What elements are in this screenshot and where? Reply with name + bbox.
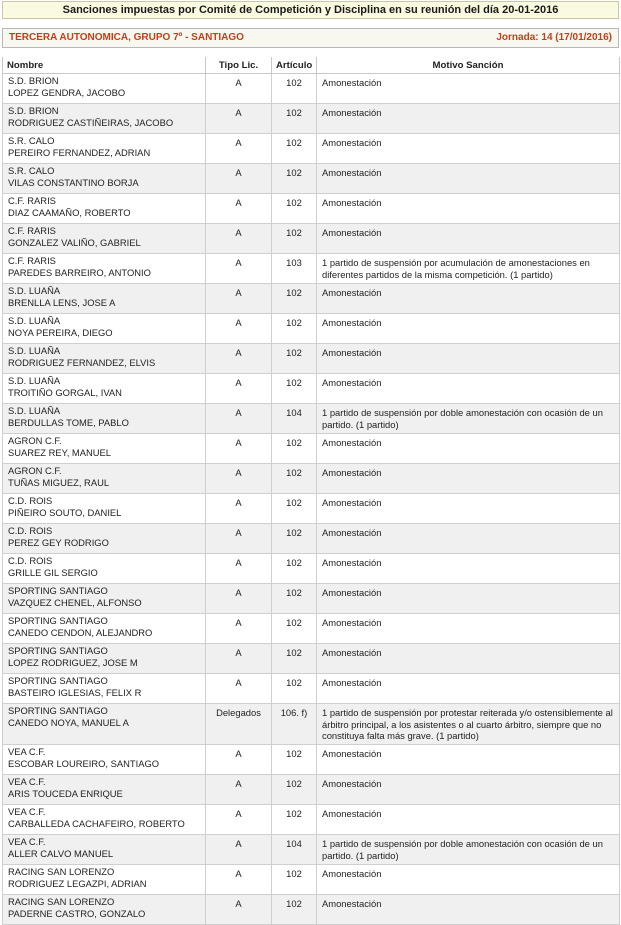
club-name: VEA C.F. (8, 806, 46, 817)
table-row (3, 314, 620, 344)
club-name: SPORTING SANTIAGO (8, 675, 108, 686)
player-name: DIAZ CAAMAÑO, ROBERTO (8, 206, 131, 218)
articulo-cell: 102 (272, 314, 317, 344)
tipo-lic-cell: A (206, 314, 272, 344)
name-cell (3, 865, 206, 895)
tipo-lic-cell: A (206, 404, 272, 434)
motivo-cell: Amonestación (317, 614, 620, 644)
motivo-cell: Amonestación (317, 554, 620, 584)
table-row (3, 284, 620, 314)
table-row (3, 104, 620, 134)
tipo-lic-cell: A (206, 284, 272, 314)
articulo-cell: 102 (272, 865, 317, 895)
tipo-lic-cell: A (206, 614, 272, 644)
table-row (3, 224, 620, 254)
club-name: SPORTING SANTIAGO (8, 705, 108, 716)
articulo-cell: 102 (272, 614, 317, 644)
articulo-cell: 102 (272, 805, 317, 835)
motivo-cell: Amonestación (317, 464, 620, 494)
motivo-cell: Amonestación (317, 745, 620, 775)
club-name: S.R. CALO (8, 165, 55, 176)
club-name: S.D. LUAÑA (8, 345, 61, 356)
motivo-cell: Amonestación (317, 104, 620, 134)
header-motivo: Motivo Sanción (317, 57, 620, 74)
motivo-cell: 1 partido de suspensión por doble amonestación con ocasión de un partido. (1 partido) (317, 835, 620, 865)
motivo-cell: Amonestación (317, 895, 620, 925)
name-cell (3, 704, 206, 745)
motivo-cell: Amonestación (317, 805, 620, 835)
header-nombre: Nombre (3, 57, 206, 74)
articulo-cell: 102 (272, 194, 317, 224)
club-name: S.D. LUAÑA (8, 315, 61, 326)
club-name: C.F. RARIS (8, 225, 56, 236)
player-name: ARIS TOUCEDA ENRIQUE (8, 787, 123, 799)
club-name: S.D. BRION (8, 75, 59, 86)
club-name: C.D. ROIS (8, 495, 53, 506)
club-name: VEA C.F. (8, 836, 46, 847)
table-body (3, 74, 620, 925)
motivo-cell: Amonestación (317, 775, 620, 805)
tipo-lic-cell: A (206, 344, 272, 374)
articulo-cell: 102 (272, 374, 317, 404)
articulo-cell: 103 (272, 254, 317, 284)
table-row (3, 164, 620, 194)
articulo-cell: 102 (272, 554, 317, 584)
club-name: C.F. RARIS (8, 195, 56, 206)
club-name: AGRON C.F. (8, 465, 62, 476)
player-name: BASTEIRO IGLESIAS, FELIX R (8, 686, 142, 698)
player-name: RODRIGUEZ FERNANDEZ, ELVIS (8, 356, 156, 368)
table-row (3, 374, 620, 404)
motivo-cell: Amonestación (317, 584, 620, 614)
player-name: CANEDO CENDON, ALEJANDRO (8, 626, 153, 638)
player-name: PIÑEIRO SOUTO, DANIEL (8, 506, 122, 518)
player-name: BRENLLA LENS, JOSE A (8, 296, 116, 308)
table-row (3, 644, 620, 674)
club-name: C.F. RARIS (8, 255, 56, 266)
motivo-cell: Amonestación (317, 74, 620, 104)
tipo-lic-cell: A (206, 224, 272, 254)
name-cell (3, 494, 206, 524)
table-row (3, 865, 620, 895)
table-row (3, 134, 620, 164)
motivo-cell: Amonestación (317, 865, 620, 895)
tipo-lic-cell: A (206, 805, 272, 835)
club-name: C.D. ROIS (8, 555, 53, 566)
name-cell (3, 284, 206, 314)
motivo-cell: Amonestación (317, 224, 620, 254)
player-name: PEREIRO FERNANDEZ, ADRIAN (8, 146, 151, 158)
tipo-lic-cell: A (206, 134, 272, 164)
table-row (3, 805, 620, 835)
player-name: VILAS CONSTANTINO BORJA (8, 176, 139, 188)
table-row (3, 254, 620, 284)
table-row (3, 524, 620, 554)
tipo-lic-cell: A (206, 775, 272, 805)
player-name: BERDULLAS TOME, PABLO (8, 416, 129, 428)
player-name: LOPEZ RODRIGUEZ, JOSE M (8, 656, 138, 668)
motivo-cell: Amonestación (317, 494, 620, 524)
motivo-cell: Amonestación (317, 284, 620, 314)
table-row (3, 775, 620, 805)
articulo-cell: 102 (272, 74, 317, 104)
club-name: AGRON C.F. (8, 435, 62, 446)
table-row (3, 584, 620, 614)
articulo-cell: 102 (272, 464, 317, 494)
articulo-cell: 102 (272, 224, 317, 254)
articulo-cell: 102 (272, 524, 317, 554)
articulo-cell: 102 (272, 434, 317, 464)
table-row (3, 745, 620, 775)
player-name: CARBALLEDA CACHAFEIRO, ROBERTO (8, 817, 185, 829)
table-row (3, 74, 620, 104)
tipo-lic-cell: A (206, 865, 272, 895)
tipo-lic-cell: A (206, 895, 272, 925)
player-name: TUÑAS MIGUEZ, RAUL (8, 476, 110, 488)
motivo-cell: 1 partido de suspensión por doble amonestación con ocasión de un partido. (1 partido) (317, 404, 620, 434)
player-name: PADERNE CASTRO, GONZALO (8, 907, 146, 919)
tipo-lic-cell: A (206, 554, 272, 584)
name-cell (3, 374, 206, 404)
club-name: S.D. LUAÑA (8, 405, 61, 416)
motivo-cell: Amonestación (317, 524, 620, 554)
player-name: RODRIGUEZ LEGAZPI, ADRIAN (8, 877, 147, 889)
tipo-lic-cell: A (206, 745, 272, 775)
name-cell (3, 134, 206, 164)
competition-name: TERCERA AUTONOMICA, GRUPO 7º - SANTIAGO (9, 32, 244, 43)
player-name: RODRIGUEZ CASTIÑEIRAS, JACOBO (8, 116, 174, 128)
name-cell (3, 464, 206, 494)
articulo-cell: 102 (272, 494, 317, 524)
table-row (3, 344, 620, 374)
name-cell (3, 584, 206, 614)
tipo-lic-cell: A (206, 104, 272, 134)
motivo-cell: 1 partido de suspensión por acumulación de amonestaciones en diferentes partidos de la misma competición. (1 partido) (317, 254, 620, 284)
motivo-cell: Amonestación (317, 194, 620, 224)
articulo-cell: 102 (272, 775, 317, 805)
page-title: Sanciones impuestas por Comité de Competición y Disciplina en su reunión del día 20-01-2016 (2, 1, 619, 19)
name-cell (3, 404, 206, 434)
motivo-cell: Amonestación (317, 134, 620, 164)
club-name: C.D. ROIS (8, 525, 53, 536)
player-name: ESCOBAR LOUREIRO, SANTIAGO (8, 757, 160, 769)
articulo-cell: 104 (272, 835, 317, 865)
club-name: S.D. LUAÑA (8, 375, 61, 386)
player-name: PEREZ GEY RODRIGO (8, 536, 109, 548)
name-cell (3, 895, 206, 925)
player-name: NOYA PEREIRA, DIEGO (8, 326, 113, 338)
table-row (3, 895, 620, 925)
tipo-lic-cell: A (206, 164, 272, 194)
tipo-lic-cell: A (206, 524, 272, 554)
articulo-cell: 102 (272, 164, 317, 194)
name-cell (3, 104, 206, 134)
name-cell (3, 745, 206, 775)
player-name: TROITIÑO GORGAL, IVAN (8, 386, 122, 398)
name-cell (3, 524, 206, 554)
motivo-cell: Amonestación (317, 434, 620, 464)
name-cell (3, 164, 206, 194)
tipo-lic-cell: A (206, 674, 272, 704)
club-name: S.R. CALO (8, 135, 55, 146)
name-cell (3, 674, 206, 704)
motivo-cell: 1 partido de suspensión por protestar reiterada y/o ostensiblemente al árbitro principal, a los asistentes o al cuarto árbitro, siempre que no constituya falta más grave. (1 partido) (317, 704, 620, 745)
table-row (3, 614, 620, 644)
table-row (3, 494, 620, 524)
name-cell (3, 314, 206, 344)
player-name: VAZQUEZ CHENEL, ALFONSO (8, 596, 142, 608)
name-cell (3, 74, 206, 104)
articulo-cell: 102 (272, 344, 317, 374)
competition-header (2, 28, 619, 48)
name-cell (3, 254, 206, 284)
name-cell (3, 835, 206, 865)
club-name: VEA C.F. (8, 746, 46, 757)
tipo-lic-cell: A (206, 254, 272, 284)
name-cell (3, 644, 206, 674)
name-cell (3, 434, 206, 464)
jornada-label: Jornada: 14 (17/01/2016) (496, 32, 612, 43)
tipo-lic-cell: A (206, 434, 272, 464)
player-name: GRILLE GIL SERGIO (8, 566, 98, 578)
club-name: RACING SAN LORENZO (8, 866, 115, 877)
club-name: SPORTING SANTIAGO (8, 645, 108, 656)
tipo-lic-cell: A (206, 584, 272, 614)
tipo-lic-cell: A (206, 494, 272, 524)
club-name: S.D. BRION (8, 105, 59, 116)
player-name: SUAREZ REY, MANUEL (8, 446, 111, 458)
tipo-lic-cell: A (206, 644, 272, 674)
articulo-cell: 102 (272, 674, 317, 704)
motivo-cell: Amonestación (317, 314, 620, 344)
articulo-cell: 102 (272, 134, 317, 164)
table-row (3, 464, 620, 494)
table-row (3, 404, 620, 434)
tipo-lic-cell: A (206, 374, 272, 404)
name-cell (3, 224, 206, 254)
table-row (3, 554, 620, 584)
motivo-cell: Amonestación (317, 374, 620, 404)
articulo-cell: 102 (272, 284, 317, 314)
player-name: PAREDES BARREIRO, ANTONIO (8, 266, 151, 278)
club-name: RACING SAN LORENZO (8, 896, 115, 907)
player-name: LOPEZ GENDRA, JACOBO (8, 86, 126, 98)
table-row (3, 674, 620, 704)
tipo-lic-cell: A (206, 74, 272, 104)
articulo-cell: 102 (272, 895, 317, 925)
sanctions-table (2, 57, 620, 925)
player-name: GONZALEZ VALIÑO, GABRIEL (8, 236, 141, 248)
tipo-lic-cell: Delegados (206, 704, 272, 745)
club-name: SPORTING SANTIAGO (8, 585, 108, 596)
articulo-cell: 102 (272, 745, 317, 775)
player-name: CANEDO NOYA, MANUEL A (8, 716, 129, 728)
articulo-cell: 104 (272, 404, 317, 434)
club-name: S.D. LUAÑA (8, 285, 61, 296)
table-row (3, 434, 620, 464)
articulo-cell: 102 (272, 104, 317, 134)
articulo-cell: 106. f) (272, 704, 317, 745)
motivo-cell: Amonestación (317, 674, 620, 704)
name-cell (3, 614, 206, 644)
tipo-lic-cell: A (206, 194, 272, 224)
table-header-row (3, 57, 620, 74)
table-row (3, 835, 620, 865)
articulo-cell: 102 (272, 644, 317, 674)
name-cell (3, 805, 206, 835)
name-cell (3, 344, 206, 374)
club-name: SPORTING SANTIAGO (8, 615, 108, 626)
table-row (3, 194, 620, 224)
player-name: ALLER CALVO MANUEL (8, 847, 114, 859)
name-cell (3, 775, 206, 805)
name-cell (3, 194, 206, 224)
table-row (3, 704, 620, 745)
name-cell (3, 554, 206, 584)
tipo-lic-cell: A (206, 835, 272, 865)
motivo-cell: Amonestación (317, 164, 620, 194)
motivo-cell: Amonestación (317, 644, 620, 674)
header-articulo: Artículo (272, 57, 317, 74)
tipo-lic-cell: A (206, 464, 272, 494)
club-name: VEA C.F. (8, 776, 46, 787)
motivo-cell: Amonestación (317, 344, 620, 374)
articulo-cell: 102 (272, 584, 317, 614)
header-tipo-lic: Tipo Lic. (206, 57, 272, 74)
